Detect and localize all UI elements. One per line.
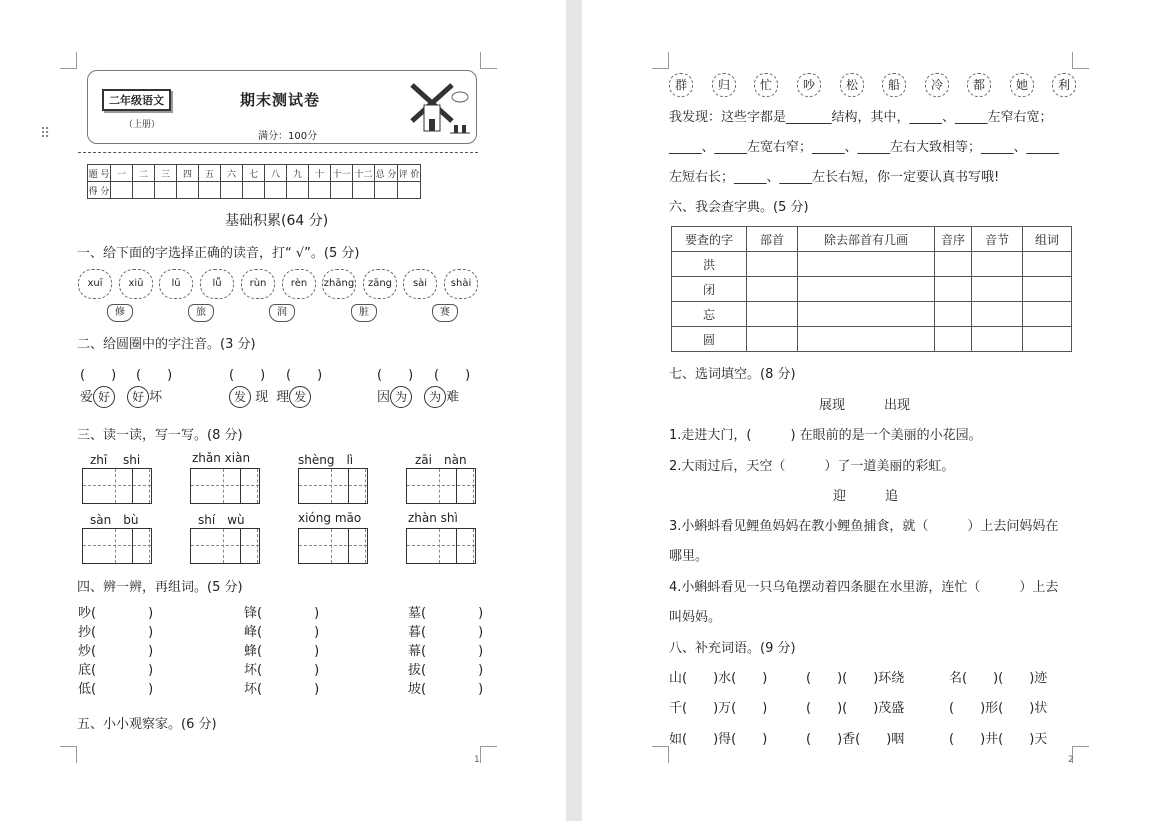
page-number: 1 bbox=[474, 755, 480, 765]
word-item[interactable]: 暮( ) bbox=[408, 625, 484, 640]
answer-paren[interactable]: ( ) bbox=[80, 368, 117, 383]
writing-grid[interactable] bbox=[82, 468, 152, 504]
lotus-pinyin[interactable]: sài bbox=[403, 269, 437, 299]
word-item[interactable]: 墓( ) bbox=[408, 606, 484, 621]
score-cell[interactable] bbox=[375, 182, 398, 199]
score-header-cell: 评 价 bbox=[398, 165, 421, 182]
q2-title: 二、给圆圈中的字注音。(3 分) bbox=[77, 337, 256, 352]
lotus-pinyin[interactable]: zāng bbox=[363, 269, 397, 299]
fill-sentence-cont: 叫妈妈。 bbox=[669, 610, 722, 625]
q5-title: 五、小小观察家。(6 分) bbox=[77, 717, 217, 732]
divider bbox=[78, 152, 478, 153]
crop-mark bbox=[60, 746, 77, 763]
idiom-blank[interactable]: ( )( )环绕 bbox=[806, 671, 905, 686]
score-cell[interactable] bbox=[353, 182, 375, 199]
writing-grid[interactable] bbox=[298, 528, 368, 564]
char-bubble: 吵 bbox=[797, 73, 821, 97]
pinyin-label: sàn bù bbox=[90, 513, 139, 527]
word-item[interactable]: 炒( ) bbox=[78, 644, 154, 659]
circled-char: 为 bbox=[390, 386, 412, 408]
dict-cell[interactable] bbox=[1023, 302, 1072, 327]
dict-cell[interactable] bbox=[972, 302, 1023, 327]
word-item[interactable]: 幕( ) bbox=[408, 644, 484, 659]
fill-sentence[interactable]: 4.小蝌蚪看见一只乌龟摆动着四条腿在水里游，连忙（ ）上去 bbox=[669, 580, 1059, 595]
pot-char: 赛 bbox=[432, 304, 458, 322]
score-cell[interactable] bbox=[398, 182, 421, 199]
pot-char: 修 bbox=[107, 304, 133, 322]
full-score: 满分：100分 bbox=[258, 131, 318, 142]
char-bubble: 利 bbox=[1052, 73, 1076, 97]
word-item[interactable]: 拔( ) bbox=[408, 663, 484, 678]
dict-row-char: 圆 bbox=[672, 327, 747, 352]
score-cell[interactable] bbox=[111, 182, 133, 199]
answer-paren[interactable]: ( ) bbox=[229, 368, 266, 383]
lotus-pinyin[interactable]: zhāng bbox=[322, 269, 356, 299]
pinyin-label: zhàn shì bbox=[408, 511, 458, 525]
dict-cell[interactable] bbox=[747, 302, 798, 327]
char-bubble: 冷 bbox=[925, 73, 949, 97]
crop-mark bbox=[60, 52, 77, 69]
score-header-cell: 题 号 bbox=[88, 165, 111, 182]
score-header-cell: 八 bbox=[265, 165, 287, 182]
grade-label: 二年级语文 bbox=[102, 89, 171, 111]
dict-cell[interactable] bbox=[798, 277, 935, 302]
score-cell[interactable] bbox=[243, 182, 265, 199]
idiom-blank[interactable]: 山( )水( ) bbox=[669, 671, 768, 686]
exam-title: 期末测试卷 bbox=[240, 91, 321, 109]
page-number: 2 bbox=[1068, 755, 1074, 765]
word-item[interactable]: 锋( ) bbox=[244, 606, 320, 621]
char-bubble: 都 bbox=[967, 73, 991, 97]
char-bubble: 她 bbox=[1010, 73, 1034, 97]
crop-mark bbox=[480, 746, 497, 763]
q2-word-2 bbox=[229, 386, 311, 408]
answer-paren[interactable]: ( ) bbox=[286, 368, 323, 383]
pot-char: 脏 bbox=[351, 304, 377, 322]
fill-sentence-cont: 哪里。 bbox=[669, 549, 709, 564]
dict-header: 音序 bbox=[935, 227, 972, 252]
writing-grid[interactable] bbox=[190, 468, 260, 504]
plain-char: 爱 bbox=[80, 390, 94, 405]
score-header-cell: 六 bbox=[221, 165, 243, 182]
crop-mark bbox=[1072, 746, 1089, 763]
score-table bbox=[87, 164, 421, 199]
score-header-cell: 九 bbox=[287, 165, 309, 182]
q8-title: 八、补充词语。(9 分) bbox=[669, 641, 796, 656]
lotus-pinyin[interactable]: lū bbox=[159, 269, 193, 299]
page-1 bbox=[0, 0, 566, 821]
pinyin-label: shèng lì bbox=[298, 453, 354, 467]
dict-cell[interactable] bbox=[798, 252, 935, 277]
circled-char: 发 bbox=[289, 386, 311, 408]
crop-mark bbox=[1072, 52, 1089, 69]
word-group-col-3 bbox=[408, 604, 483, 699]
q7-title: 七、选词填空。(8 分) bbox=[669, 367, 796, 382]
q1-title: 一、给下面的字选择正确的读音，打“ √”。(5 分) bbox=[77, 246, 360, 261]
dict-row-char: 忘 bbox=[672, 302, 747, 327]
windmill-icon bbox=[400, 77, 472, 139]
pot-char: 润 bbox=[269, 304, 295, 322]
q6-title: 六、我会查字典。(5 分) bbox=[669, 200, 809, 215]
pinyin-label: xióng māo bbox=[298, 511, 362, 525]
q2-word-3 bbox=[377, 386, 459, 408]
score-header-cell: 三 bbox=[155, 165, 177, 182]
dict-cell[interactable] bbox=[747, 277, 798, 302]
exam-header bbox=[87, 70, 477, 144]
word-item[interactable]: 坏( ) bbox=[244, 682, 320, 697]
dict-header: 音节 bbox=[972, 227, 1023, 252]
score-cell[interactable] bbox=[287, 182, 309, 199]
lotus-pinyin[interactable]: lǚ bbox=[200, 269, 234, 299]
writing-grid[interactable] bbox=[406, 528, 476, 564]
dict-row-char: 洪 bbox=[672, 252, 747, 277]
observe-line: 我发现：这些字都是_______结构，其中，_____、_____左窄右宽； bbox=[669, 110, 1053, 125]
word-choice-pair: 展现 出现 bbox=[819, 398, 911, 413]
crop-mark bbox=[652, 746, 669, 763]
idiom-blank[interactable]: 名( )( )迹 bbox=[949, 671, 1048, 686]
writing-grid[interactable] bbox=[190, 528, 260, 564]
dict-cell[interactable] bbox=[798, 302, 935, 327]
circled-char: 好 bbox=[127, 386, 149, 408]
plain-char: 理 bbox=[276, 390, 290, 405]
writing-grid[interactable] bbox=[82, 528, 152, 564]
score-header-cell: 七 bbox=[243, 165, 265, 182]
dictionary-table bbox=[671, 226, 1072, 352]
idiom-blank[interactable]: 如( )得( ) bbox=[669, 732, 768, 747]
char-bubble: 松 bbox=[840, 73, 864, 97]
dict-cell[interactable] bbox=[935, 277, 972, 302]
section-title: 基础积累(64 分) bbox=[225, 213, 329, 229]
dict-cell[interactable] bbox=[972, 252, 1023, 277]
dict-header: 部首 bbox=[747, 227, 798, 252]
char-bubble: 归 bbox=[712, 73, 736, 97]
dict-cell[interactable] bbox=[747, 327, 798, 352]
score-cell[interactable] bbox=[133, 182, 155, 199]
q2-word-1 bbox=[80, 386, 162, 408]
dict-cell[interactable] bbox=[1023, 327, 1072, 352]
score-cell[interactable] bbox=[221, 182, 243, 199]
word-item[interactable]: 抄( ) bbox=[78, 625, 154, 640]
word-item[interactable]: 坏( ) bbox=[244, 663, 320, 678]
word-choice-pair: 迎 追 bbox=[833, 489, 899, 504]
dict-cell[interactable] bbox=[972, 277, 1023, 302]
circled-char: 好 bbox=[93, 386, 115, 408]
drag-handle-icon[interactable]: ⠿ bbox=[40, 126, 50, 142]
score-cell[interactable] bbox=[177, 182, 199, 199]
semester-label: （上册） bbox=[124, 120, 161, 130]
word-item[interactable]: 坡( ) bbox=[408, 682, 484, 697]
idiom-blank[interactable]: ( )井( )天 bbox=[949, 732, 1048, 747]
char-bubble: 忙 bbox=[754, 73, 778, 97]
fill-sentence[interactable]: 2.大雨过后，天空（ ）了一道美丽的彩虹。 bbox=[669, 459, 955, 474]
fill-sentence[interactable]: 3.小蝌蚪看见鲤鱼妈妈在教小鲤鱼捕食，就（ ）上去问妈妈在 bbox=[669, 519, 1059, 534]
score-cell[interactable] bbox=[331, 182, 353, 199]
observe-line: 左短右长；_____、_____左长右短，你一定要认真书写哦! bbox=[669, 170, 1000, 185]
plain-char: 因 bbox=[377, 390, 391, 405]
score-header-cell: 二 bbox=[133, 165, 155, 182]
q3-title: 三、读一读，写一写。(8 分) bbox=[77, 428, 243, 443]
dict-cell[interactable] bbox=[1023, 252, 1072, 277]
answer-paren[interactable]: ( ) bbox=[136, 368, 173, 383]
dict-header: 组词 bbox=[1023, 227, 1072, 252]
score-cell[interactable] bbox=[265, 182, 287, 199]
dict-cell[interactable] bbox=[747, 252, 798, 277]
word-item[interactable]: 底( ) bbox=[78, 663, 154, 678]
plain-char: 现 bbox=[255, 390, 269, 405]
lotus-pinyin[interactable]: rèn bbox=[282, 269, 316, 299]
word-item[interactable]: 蜂( ) bbox=[244, 644, 320, 659]
idiom-blank[interactable]: ( )( )茂盛 bbox=[806, 701, 905, 716]
writing-grid[interactable] bbox=[406, 468, 476, 504]
idiom-blank[interactable]: ( )形( )状 bbox=[949, 701, 1048, 716]
circled-char: 发 bbox=[229, 386, 251, 408]
dict-header: 要查的字 bbox=[672, 227, 747, 252]
idiom-blank[interactable]: 千( )万( ) bbox=[669, 701, 768, 716]
pinyin-label: zāi nàn bbox=[415, 453, 467, 467]
crop-mark bbox=[480, 52, 497, 69]
pinyin-label: zhǎn xiàn bbox=[192, 451, 251, 465]
score-header-cell: 四 bbox=[177, 165, 199, 182]
plain-char: 坏 bbox=[149, 390, 163, 405]
char-bubble: 群 bbox=[669, 73, 693, 97]
score-cell[interactable] bbox=[309, 182, 331, 199]
pot-char: 旅 bbox=[188, 304, 214, 322]
score-cell[interactable] bbox=[155, 182, 177, 199]
score-header-cell: 十二 bbox=[353, 165, 375, 182]
char-bubble: 船 bbox=[882, 73, 906, 97]
dict-cell[interactable] bbox=[1023, 277, 1072, 302]
dict-cell[interactable] bbox=[935, 302, 972, 327]
writing-grid[interactable] bbox=[298, 468, 368, 504]
score-header-cell: 总 分 bbox=[375, 165, 398, 182]
score-row-label: 得 分 bbox=[88, 182, 111, 199]
word-item[interactable]: 低( ) bbox=[78, 682, 154, 697]
word-group-col-2 bbox=[244, 604, 319, 699]
score-header-cell: 一 bbox=[111, 165, 133, 182]
fill-sentence[interactable]: 1.走进大门，( ) 在眼前的是一个美丽的小花园。 bbox=[669, 428, 982, 443]
answer-paren[interactable]: ( ) bbox=[434, 368, 471, 383]
dict-header: 除去部首有几画 bbox=[798, 227, 935, 252]
q4-title: 四、辨一辨，再组词。(5 分) bbox=[77, 580, 243, 595]
dict-cell[interactable] bbox=[798, 327, 935, 352]
lotus-pinyin[interactable]: xuī bbox=[78, 269, 112, 299]
pinyin-label: zhī shi bbox=[90, 453, 141, 467]
circled-char: 为 bbox=[424, 386, 446, 408]
plain-char: 难 bbox=[446, 390, 460, 405]
word-item[interactable]: 峰( ) bbox=[244, 625, 320, 640]
word-group-col-1 bbox=[78, 604, 153, 699]
dict-cell[interactable] bbox=[972, 327, 1023, 352]
dict-row-char: 闭 bbox=[672, 277, 747, 302]
answer-paren[interactable]: ( ) bbox=[377, 368, 414, 383]
score-cell[interactable] bbox=[199, 182, 221, 199]
score-header-cell: 五 bbox=[199, 165, 221, 182]
pinyin-label: shí wù bbox=[198, 513, 245, 527]
word-item[interactable]: 吵( ) bbox=[78, 606, 154, 621]
lotus-pinyin[interactable]: shài bbox=[444, 269, 478, 299]
crop-mark bbox=[652, 52, 669, 69]
dict-cell[interactable] bbox=[935, 252, 972, 277]
lotus-pinyin[interactable]: xiū bbox=[119, 269, 153, 299]
idiom-blank[interactable]: ( )香( )咽 bbox=[806, 732, 905, 747]
score-header-cell: 十 bbox=[309, 165, 331, 182]
score-header-cell: 十一 bbox=[331, 165, 353, 182]
lotus-pinyin[interactable]: rùn bbox=[241, 269, 275, 299]
observe-line: _____、_____左宽右窄；_____、_____左右大致相等；_____、_____ bbox=[669, 140, 1060, 155]
dict-cell[interactable] bbox=[935, 327, 972, 352]
